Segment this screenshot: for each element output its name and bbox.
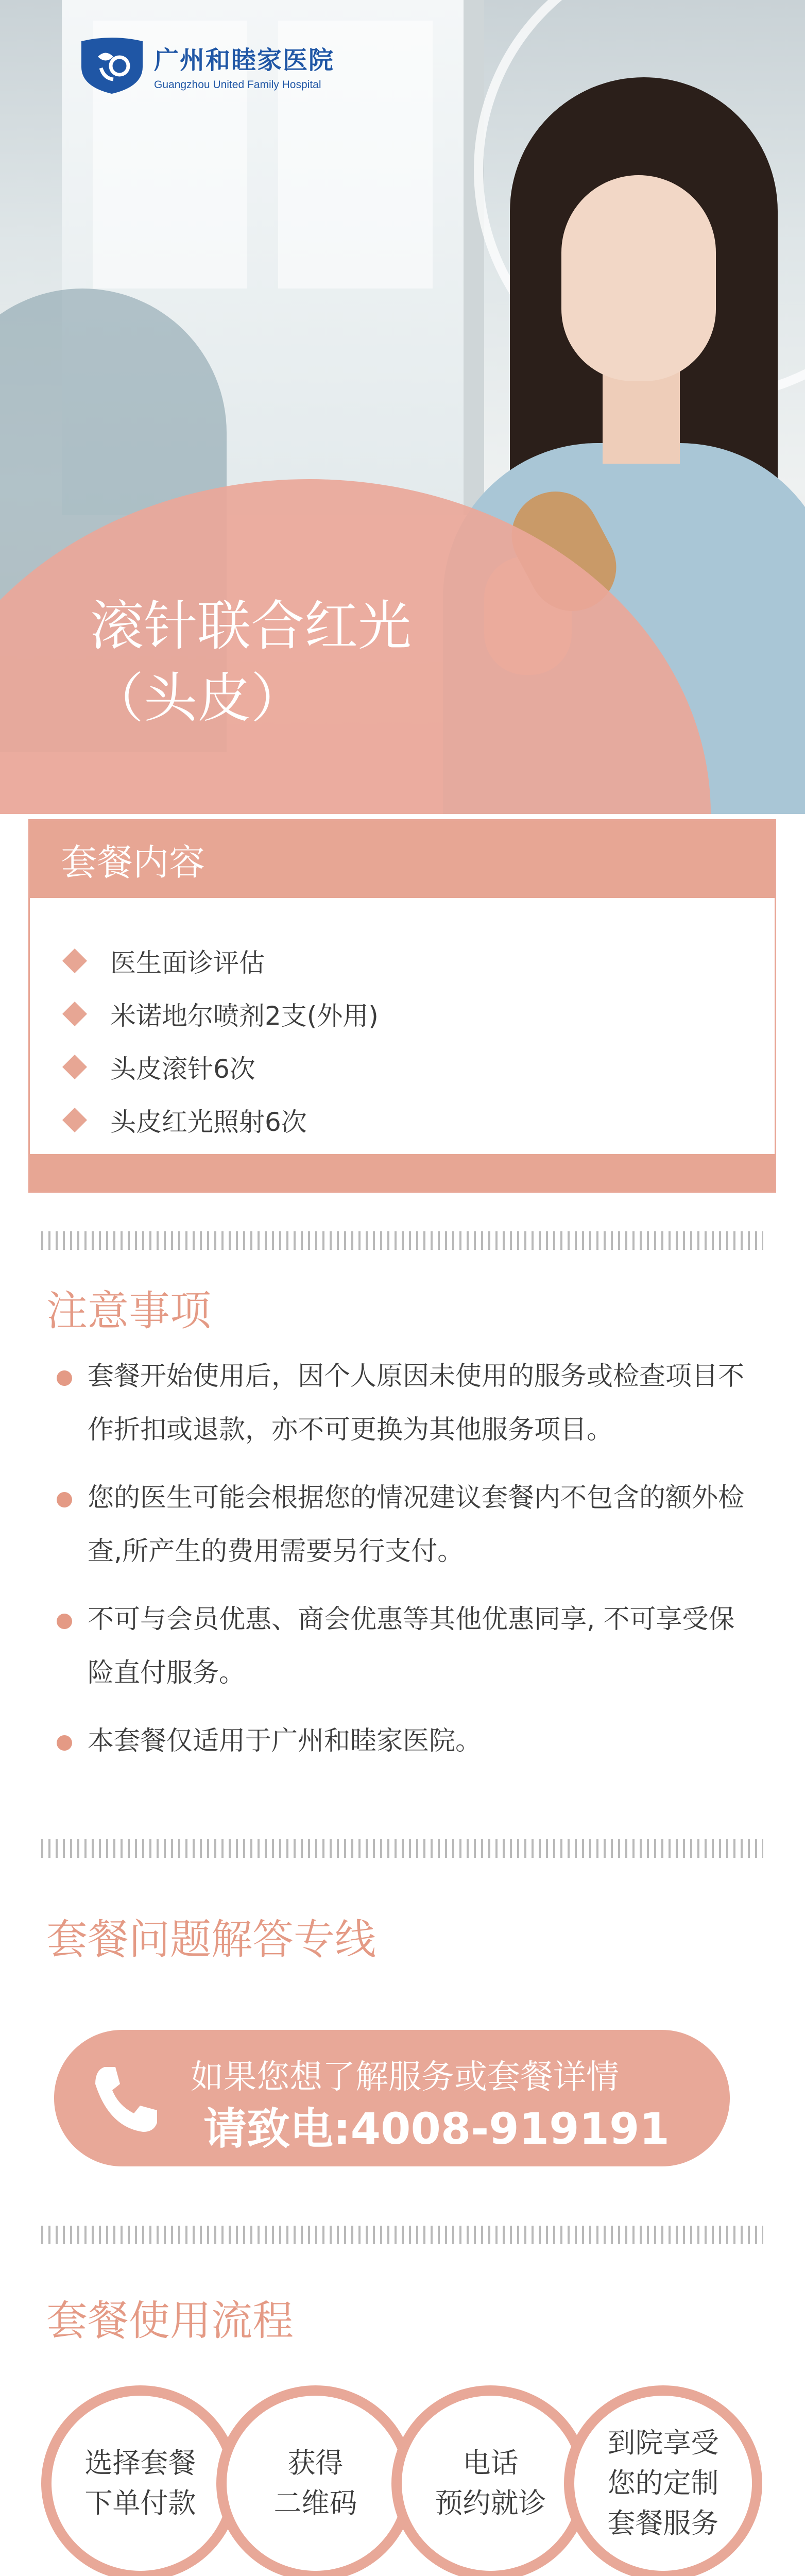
notes-list xyxy=(57,1350,747,1783)
note-item: 套餐开始使用后，因个人原因未使用的服务或检查项目不作折扣或退款，亦不可更换为其他服务项目。 xyxy=(57,1350,747,1457)
note-item: 不可与会员优惠、商会优惠等其他优惠同享, 不可享受保险直付服务。 xyxy=(57,1593,747,1700)
page-title-line2: （头皮） xyxy=(90,667,305,730)
package-content-header xyxy=(30,821,775,898)
flow-step-service: 到院享受 您的定制 套餐服务 xyxy=(564,2385,762,2576)
flow-step-qrcode: 获得 二维码 xyxy=(216,2385,415,2576)
notes-heading: 注意事项 xyxy=(46,1287,211,1335)
usage-flow xyxy=(41,2385,762,2576)
package-item: 医生面诊评估 xyxy=(66,934,775,987)
flow-heading: 套餐使用流程 xyxy=(46,2297,294,2345)
section-divider xyxy=(41,2226,763,2244)
hero-model-face xyxy=(561,175,716,381)
hotline-text: 如果您想了解服务或套餐详情 xyxy=(191,2058,619,2096)
hotline-call-button[interactable] xyxy=(54,2030,730,2166)
bullet-dot-icon xyxy=(57,1492,72,1507)
flow-step-booking: 电话 预约就诊 xyxy=(391,2385,590,2576)
section-divider xyxy=(41,1839,763,1858)
hero-banner xyxy=(0,0,805,814)
bullet-dot-icon xyxy=(57,1614,72,1629)
hospital-name-en: Guangzhou United Family Hospital xyxy=(154,79,321,91)
page-title xyxy=(90,590,412,734)
note-item: 您的医生可能会根据您的情况建议套餐内不包含的额外检查,所产生的费用需要另行支付。 xyxy=(57,1471,747,1579)
section-divider xyxy=(41,1231,763,1250)
package-items-list xyxy=(30,898,775,1146)
diamond-bullet-icon xyxy=(62,1054,87,1079)
diamond-bullet-icon xyxy=(62,948,87,973)
flow-step-order: 选择套餐 下单付款 xyxy=(41,2385,239,2576)
hospital-name-cn: 广州和睦家医院 xyxy=(154,46,335,75)
bullet-dot-icon xyxy=(57,1370,72,1386)
package-item: 头皮红光照射6次 xyxy=(66,1093,775,1146)
package-card-footer-bar xyxy=(30,1154,775,1191)
phone-icon xyxy=(88,2061,165,2138)
diamond-bullet-icon xyxy=(62,1001,87,1026)
note-item: 本套餐仅适用于广州和睦家医院。 xyxy=(57,1715,747,1768)
bullet-dot-icon xyxy=(57,1735,72,1751)
package-item: 头皮滚针6次 xyxy=(66,1040,775,1093)
package-content-heading: 套餐内容 xyxy=(61,841,205,884)
package-item: 米诺地尔喷剂2支(外用) xyxy=(66,987,775,1040)
hotline-heading: 套餐问题解答专线 xyxy=(46,1916,376,1963)
hospital-logo[interactable] xyxy=(77,36,334,95)
hospital-logo-icon xyxy=(77,36,147,95)
package-content-card xyxy=(28,819,776,1193)
diamond-bullet-icon xyxy=(62,1107,87,1132)
page-title-line1: 滚针联合红光 xyxy=(90,595,412,657)
hotline-number[interactable]: 请致电:4008-919191 xyxy=(203,2104,670,2154)
